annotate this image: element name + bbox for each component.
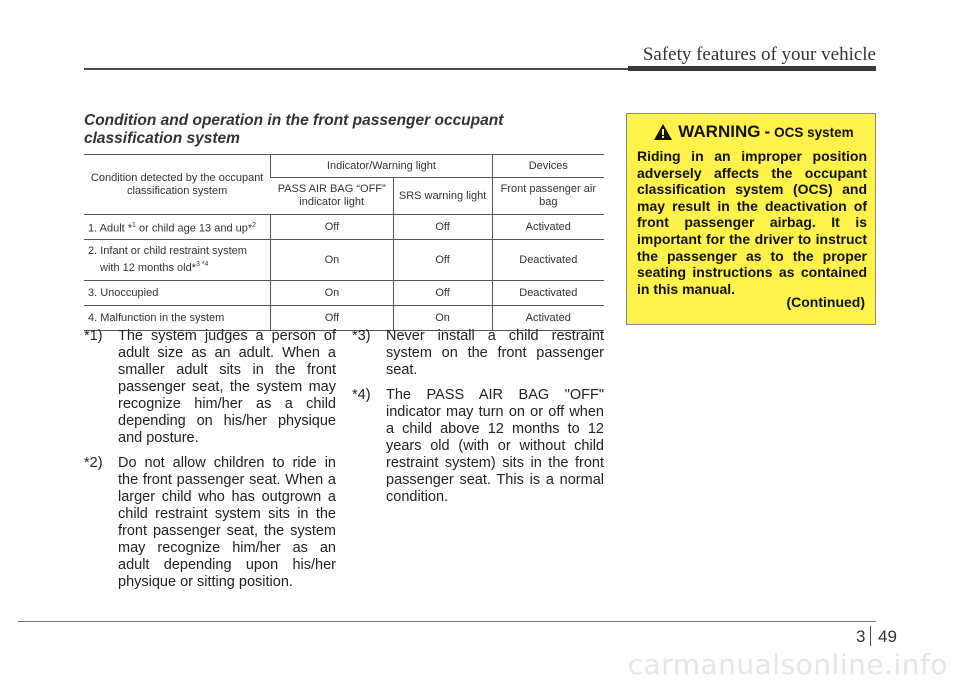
- srs-cell: On: [393, 306, 492, 331]
- srs-cell: Off: [393, 240, 492, 281]
- pass-airbag-cell: Off: [271, 215, 393, 240]
- front-airbag-cell: Activated: [492, 306, 604, 331]
- warning-label: WARNING: [678, 122, 761, 141]
- footer-rule: [18, 621, 876, 622]
- section-title: Condition and operation in the front passenger occupant classification system: [84, 112, 504, 147]
- table-row: [84, 306, 604, 331]
- warning-subtitle: OCS system: [774, 124, 854, 140]
- condition-cell: 1. Adult *$^1$ or child age 13 and up*$^2$: [84, 215, 271, 240]
- notes-column-left: [84, 328, 336, 599]
- footnote: *1) The system judges a person of adult size as an adult. When a smaller adult sits in the front passenger seat, the system may recognize him/her as a child depending on his/her physique and posture.: [84, 328, 336, 446]
- footnote: *2) Do not allow children to ride in the front passenger seat. When a larger child who has outgrown a child restraint system sits in the front passenger seat, the system may recognize him/her as an adult depending upon his/her physique or sitting position.: [84, 455, 336, 590]
- srs-cell: Off: [393, 215, 492, 240]
- header-devices: Devices: [492, 155, 604, 178]
- subheader-front-airbag: Front passenger air bag: [492, 178, 604, 215]
- section-number: 3: [856, 627, 866, 646]
- pass-airbag-cell: Off: [271, 306, 393, 331]
- occupant-classification-table: [84, 154, 604, 331]
- front-airbag-cell: Deactivated: [492, 240, 604, 281]
- footnote: *3) Never install a child restraint system on the front passenger seat.: [352, 328, 604, 378]
- running-header: Safety features of your vehicle: [642, 44, 876, 65]
- footnote: *4) The PASS AIR BAG "OFF" indicator may turn on or off when a child above 12 months to 12 years old (with or without child restraint system) sits in the front passenger seat. This is a normal condition.: [352, 387, 604, 505]
- warning-box: [626, 113, 876, 325]
- warning-dash: -: [764, 122, 771, 141]
- header-rule-accent: [628, 66, 876, 71]
- pass-airbag-cell: On: [271, 281, 393, 306]
- condition-cell: 3. Unoccupied: [84, 281, 271, 306]
- warning-continued: (Continued): [786, 294, 865, 310]
- warning-header: [639, 122, 869, 142]
- subheader-pass-airbag: PASS AIR BAG “OFF” indicator light: [271, 178, 393, 215]
- table-row: [84, 215, 604, 240]
- front-airbag-cell: Deactivated: [492, 281, 604, 306]
- table-row: [84, 281, 604, 306]
- table-row: [84, 240, 604, 281]
- pass-airbag-cell: On: [271, 240, 393, 281]
- front-airbag-cell: Activated: [492, 215, 604, 240]
- notes-column-right: [352, 328, 604, 514]
- footer-divider: [870, 626, 871, 646]
- header-indicator: Indicator/Warning light: [271, 155, 492, 178]
- srs-cell: Off: [393, 281, 492, 306]
- header-condition: Condition detected by the occupant classification system: [84, 155, 271, 215]
- condition-cell: 4. Malfunction in the system: [84, 306, 271, 331]
- warning-triangle-icon: [654, 124, 672, 140]
- condition-cell: 2. Infant or child restraint system with 12 months old*$^{3 *4}$: [84, 240, 271, 281]
- warning-body: Riding in an improper position adversely affects the occupant classification system (OCS) and may result in the deactivation of front passenger airbag. It is important for the driver to instruct the passenger as to the proper seating instructions as contained in this manual.: [637, 148, 867, 297]
- watermark: carmanualsonline.info: [627, 648, 948, 681]
- subheader-srs: SRS warning light: [393, 178, 492, 215]
- page-number: 49: [878, 627, 897, 646]
